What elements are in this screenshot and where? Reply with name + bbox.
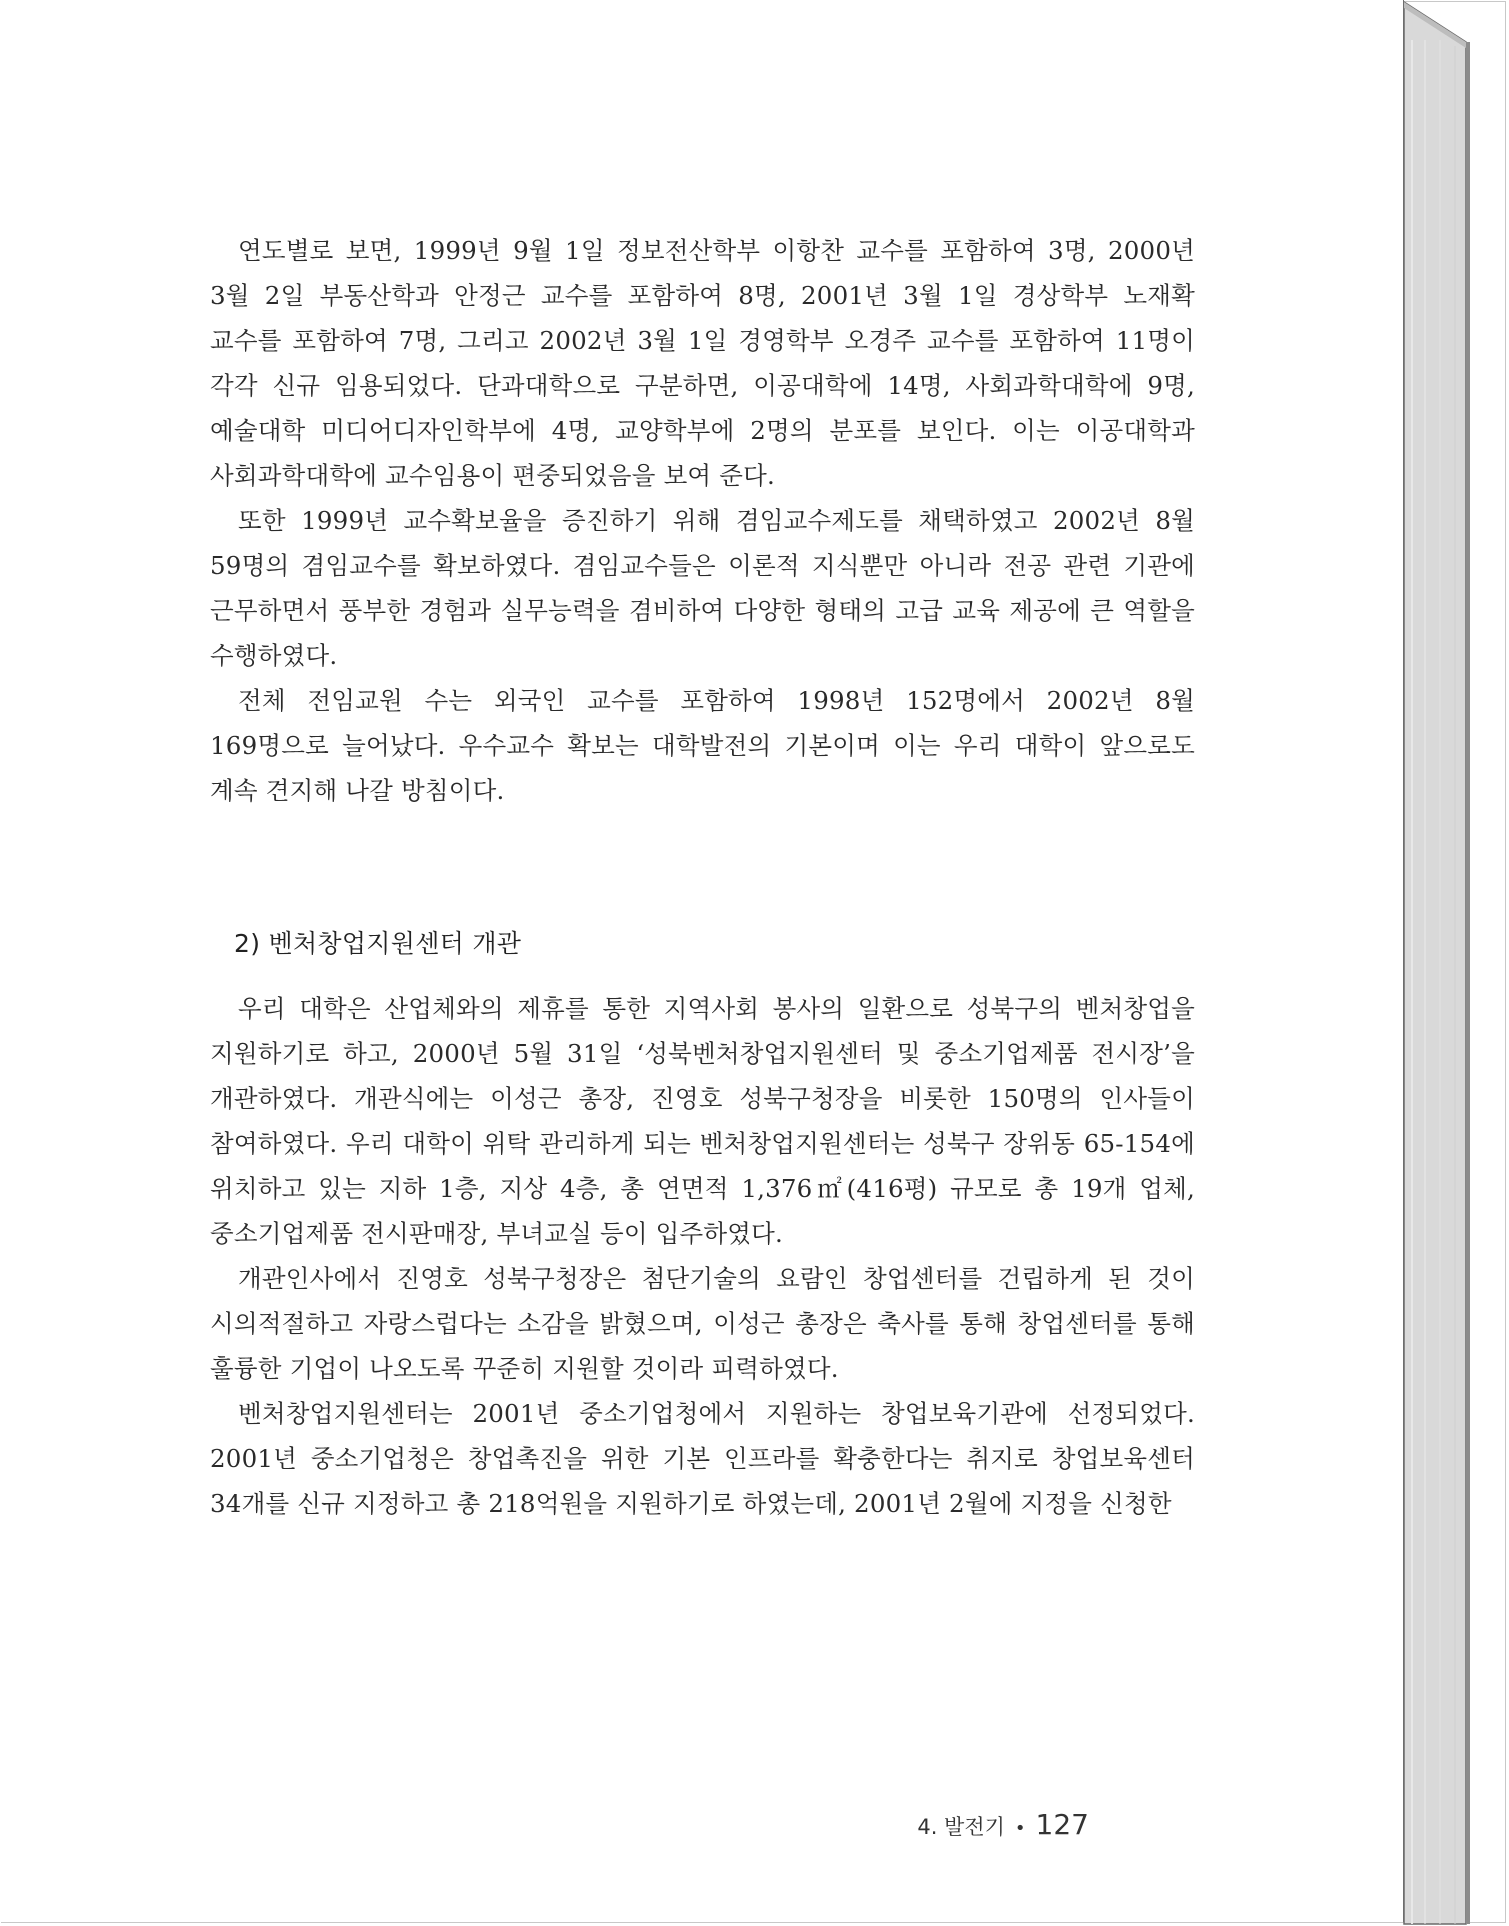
chapter-label: 4. 발전기 (917, 1815, 1005, 1839)
paragraph-opening-speech: 개관인사에서 진영호 성북구청장은 첨단기술의 요람인 창업센터를 건립하게 된 것이 시의적절하고 자랑스럽다는 소감을 밝혔으며, 이성근 총장은 축사를 통해 창업센터를 통해 훌륭한 기업이 나오도록 꾸준히 지원할 것이라 피력하였다. (210, 1264, 1195, 1383)
paragraph-incubator-designation: 벤처창업지원센터는 2001년 중소기업청에서 지원하는 창업보육기관에 선정되었다. 2001년 중소기업청은 창업촉진을 위한 기본 인프라를 확충한다는 취지로 창업보육센터 34개를 신규 지정하고 총 218억원을 지원하기로 하였는데, 2001년 2월에 지정을 신청한 (210, 1399, 1195, 1518)
paragraph-faculty-by-year: 연도별로 보면, 1999년 9월 1일 정보전산학부 이항찬 교수를 포함하여 3명, 2000년 3월 2일 부동산학과 안정근 교수를 포함하여 8명, 2001년 3월 1일 경상학부 노재확 교수를 포함하여 7명, 그리고 2002년 3월 1일 경영학부 오경주 교수를 포함하여 11명이 각각 신규 임용되었다. 단과대학으로 구분하면, 이공대학에 14명, 사회과학대학에 9명, 예술대학 미디어디자인학부에 4명, 교양학부에 2명의 분포를 보인다. 이는 이공대학과 사회과학대학에 교수임용이 편중되었음을 보여 준다. (210, 236, 1195, 490)
section-title: 2) 벤처창업지원센터 개관 (234, 929, 522, 958)
paragraph-adjunct-professors: 또한 1999년 교수확보율을 증진하기 위해 겸임교수제도를 채택하였고 2002년 8월 59명의 겸임교수를 확보하였다. 겸임교수들은 이론적 지식뿐만 아니라 전공 관련 기관에 근무하면서 풍부한 경험과 실무능력을 겸비하여 다양한 형태의 고급 교육 제공에 큰 역할을 수행하였다. (210, 506, 1195, 670)
paragraph-venture-center-opening: 우리 대학은 산업체와의 제휴를 통한 지역사회 봉사의 일환으로 성북구의 벤처창업을 지원하기로 하고, 2000년 5월 31일 ‘성북벤처창업지원센터 및 중소기업제품 전시장’을 개관하였다. 개관식에는 이성근 총장, 진영호 성북구청장을 비롯한 150명의 인사들이 참여하였다. 우리 대학이 위탁 관리하게 되는 벤처창업지원센터는 성북구 장위동 65-154에 위치하고 있는 지하 1층, 지상 4층, 총 연면적 1,376㎡(416평) 규모로 총 19개 업체, 중소기업제품 전시판매장, 부녀교실 등이 입주하였다. (210, 994, 1195, 1248)
footer-bullet: • (1014, 1818, 1026, 1839)
paragraph-total-faculty: 전체 전임교원 수는 외국인 교수를 포함하여 1998년 152명에서 2002년 8월 169명으로 늘어났다. 우수교수 확보는 대학발전의 기본이며 이는 우리 대학이 앞으로도 계속 견지해 나갈 방침이다. (210, 686, 1195, 805)
page-content (210, 228, 1195, 1526)
page-number: 127 (1035, 1808, 1089, 1841)
page-footer (917, 1808, 1089, 1841)
